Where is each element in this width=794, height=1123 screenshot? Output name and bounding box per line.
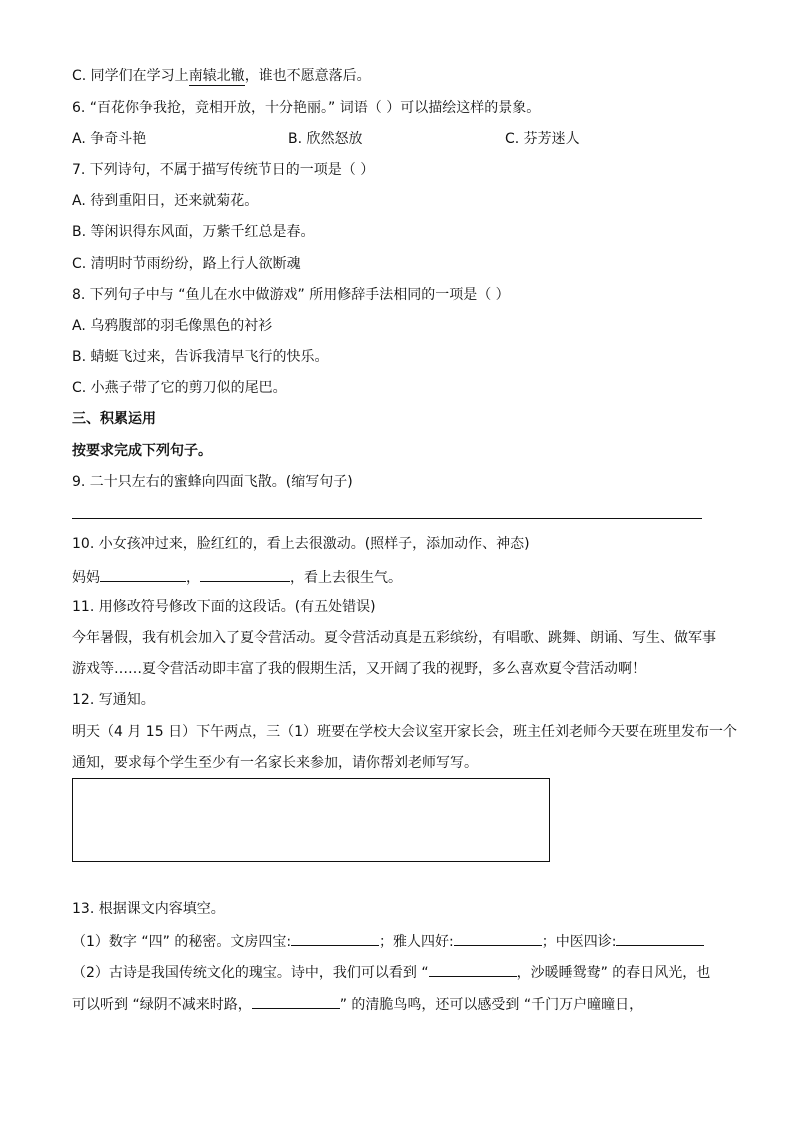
q6-option-b: B. 欣然怒放 xyxy=(288,131,363,147)
q13-stem: 13. 根据课文内容填空。 xyxy=(72,901,225,917)
q10-end: ，看上去很生气。 xyxy=(290,570,402,586)
q12-answer-box[interactable] xyxy=(72,778,550,862)
q6-option-c: C. 芬芳迷人 xyxy=(505,131,580,147)
q10-start: 妈妈 xyxy=(72,570,100,586)
q5-option-c xyxy=(72,67,371,86)
q9-answer-line[interactable] xyxy=(72,518,702,519)
q13-p3-text-b: ” 的清脆鸟鸣，还可以感受到 “千门万户曈曈日， xyxy=(339,997,644,1013)
q6-option-a: A. 争奇斗艳 xyxy=(72,131,147,147)
section-title: 三、积累运用 xyxy=(72,411,156,427)
q10-blank-2[interactable] xyxy=(200,567,290,582)
q5c-suffix: ，谁也不愿意落后。 xyxy=(244,68,371,84)
q13-part-2-line-1 xyxy=(72,962,710,982)
q7-option-c: C. 清明时节雨纷纷，路上行人欲断魂 xyxy=(72,256,301,272)
q8-option-a: A. 乌鸦腹部的羽毛像黑色的衬衫 xyxy=(72,318,273,334)
q10-blank-1[interactable] xyxy=(100,567,186,582)
q12-stem: 12. 写通知。 xyxy=(72,692,155,708)
q10-answer-row xyxy=(72,567,402,587)
q5c-prefix: C. 同学们在学习上 xyxy=(72,68,189,84)
q12-prompt-line-1: 明天（4 月 15 日）下午两点，三（1）班要在学校大会议室开家长会，班主任刘老师今天要在班里发布一个 xyxy=(72,724,737,740)
q13-part-2-line-2 xyxy=(72,994,643,1014)
q13-part-1 xyxy=(72,931,704,951)
q13-p1-text-b: ；雅人四好: xyxy=(379,934,454,950)
q5c-underlined-idiom: 南辕北辙 xyxy=(188,68,245,84)
q13-p3-text-a: 可以听到 “绿阴不减来时路， xyxy=(72,997,252,1013)
q8-stem: 8. 下列句子中与 “鱼儿在水中做游戏” 所用修辞手法相同的一项是（ ） xyxy=(72,287,510,303)
q7-option-b: B. 等闲识得东风面，万紫千红总是春。 xyxy=(72,224,315,240)
q10-comma: ， xyxy=(186,570,200,586)
q13-blank-four-treasures[interactable] xyxy=(291,931,379,946)
q11-passage-line-2: 游戏等……夏令营活动即丰富了我的假期生活，又开阔了我的视野，多么喜欢夏令营活动啊！ xyxy=(72,661,646,677)
q10-stem: 10. 小女孩冲过来，脸红红的，看上去很激动。(照样子，添加动作、神态) xyxy=(72,536,530,552)
q13-blank-poem-2[interactable] xyxy=(252,994,340,1009)
q9-stem: 9. 二十只左右的蜜蜂向四面飞散。(缩写句子) xyxy=(72,474,353,490)
q13-p2-text-b: ，沙暖睡鸳鸯” 的春日风光，也 xyxy=(516,965,711,981)
q8-option-c: C. 小燕子带了它的剪刀似的尾巴。 xyxy=(72,380,287,396)
q11-passage-line-1: 今年暑假，我有机会加入了夏令营活动。夏令营活动真是五彩缤纷，有唱歌、跳舞、朗诵、写生、做军事 xyxy=(72,630,716,646)
q13-p1-text-c: ；中医四诊: xyxy=(541,934,617,950)
q7-option-a: A. 待到重阳日，还来就菊花。 xyxy=(72,193,259,209)
q8-option-b: B. 蜻蜓飞过来，告诉我清早飞行的快乐。 xyxy=(72,349,329,365)
q13-blank-poem-1[interactable] xyxy=(429,962,517,977)
q13-blank-four-diagnoses[interactable] xyxy=(616,931,704,946)
q7-stem: 7. 下列诗句，不属于描写传统节日的一项是（ ） xyxy=(72,162,375,178)
section-instruction: 按要求完成下列句子。 xyxy=(72,443,212,459)
q13-blank-four-hobbies[interactable] xyxy=(454,931,542,946)
q13-p1-text-a: （1）数字 “四” 的秘密。文房四宝: xyxy=(72,934,292,950)
q6-stem: 6. “百花你争我抢，竞相开放，十分艳丽。” 词语（ ）可以描绘这样的景象。 xyxy=(72,100,541,116)
q11-stem: 11. 用修改符号修改下面的这段话。(有五处错误) xyxy=(72,599,376,615)
q13-p2-text-a: （2）古诗是我国传统文化的瑰宝。诗中，我们可以看到 “ xyxy=(72,965,429,981)
q12-prompt-line-2: 通知，要求每个学生至少有一名家长来参加，请你帮刘老师写写。 xyxy=(72,755,478,771)
